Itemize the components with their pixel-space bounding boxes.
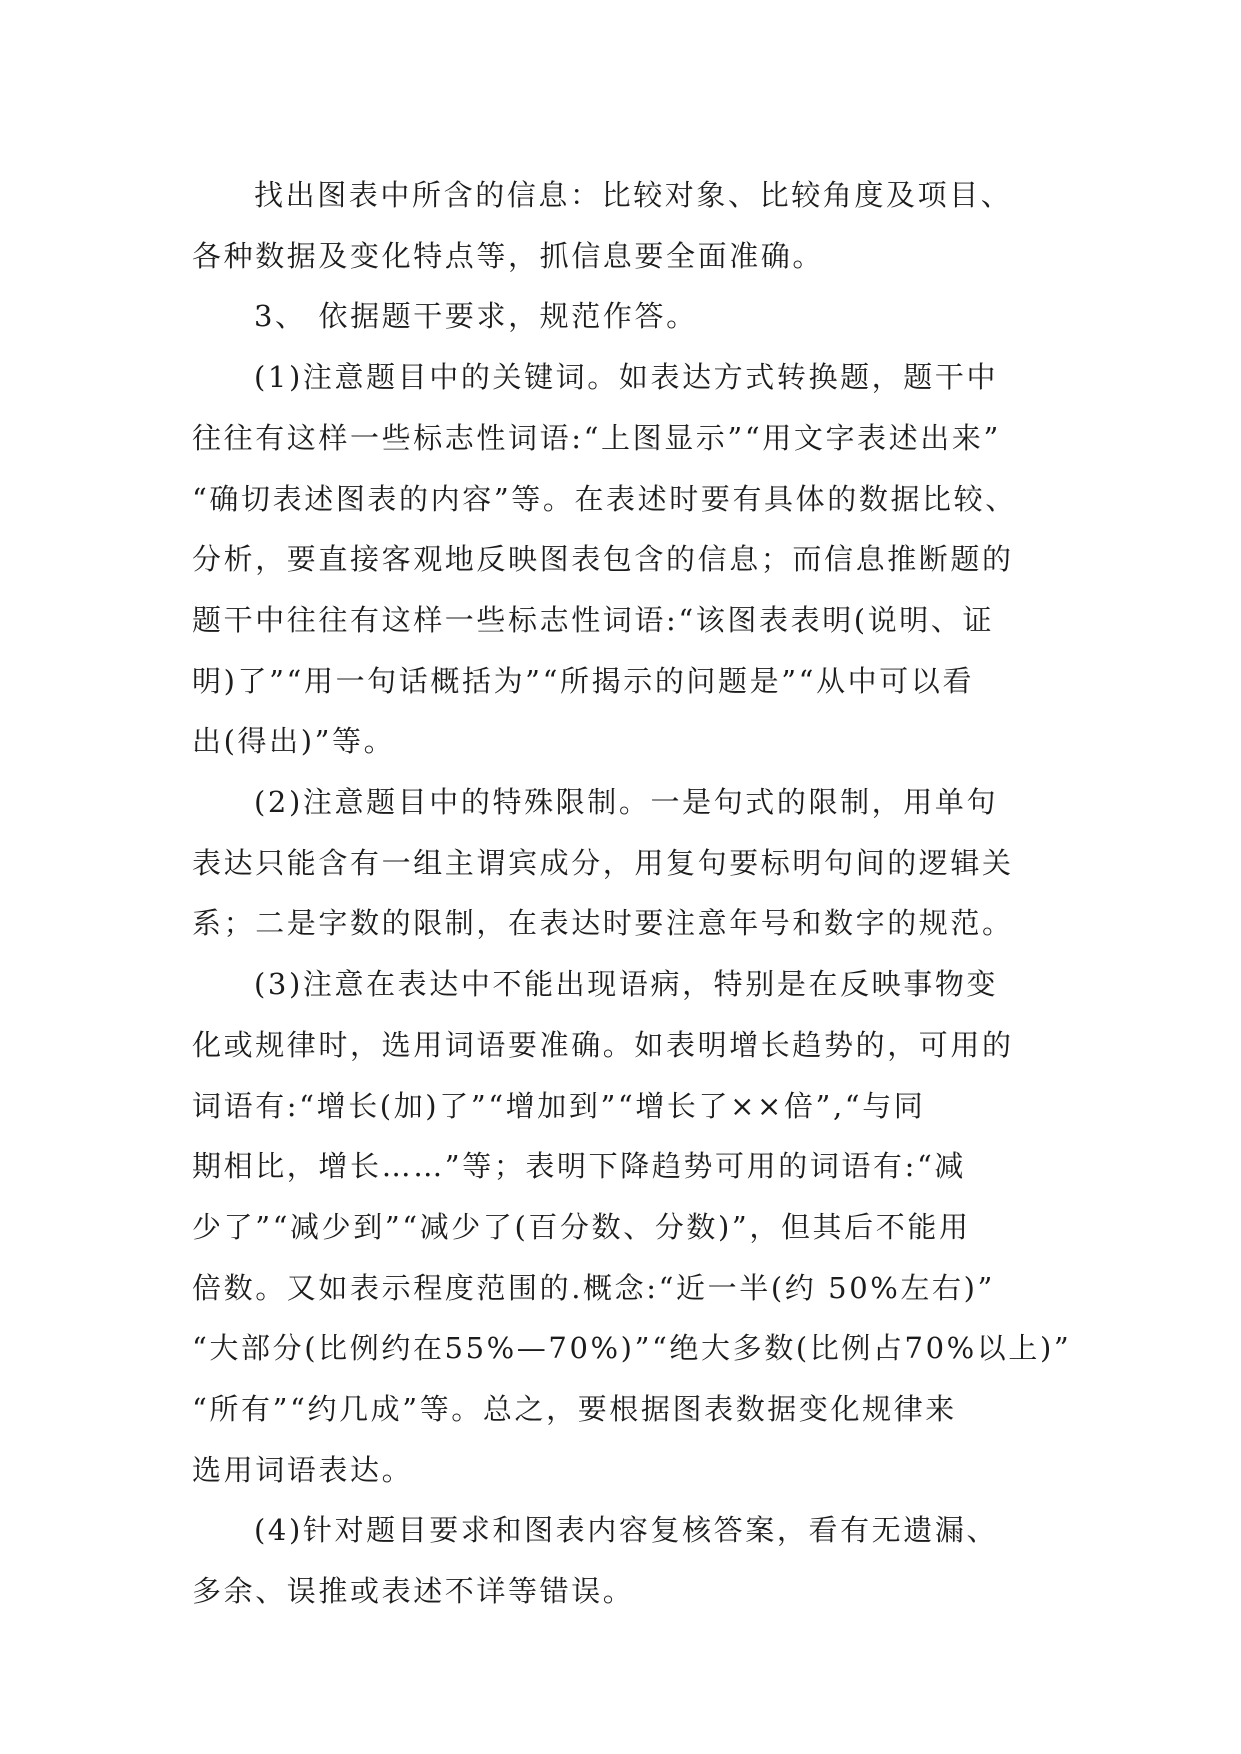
text-line: “确切表述图表的内容”等。在表述时要有具体的数据比较、 xyxy=(192,481,1017,516)
paragraph xyxy=(192,165,1072,286)
text-line: 系；二是字数的限制，在表达时要注意年号和数字的规范。 xyxy=(192,906,1014,941)
text-line: 题干中往往有这样一些标志性词语:“该图表表明(说明、证 xyxy=(192,602,995,637)
text-line: (1)注意题目中的关键词。如表达方式转换题，题干中 xyxy=(254,360,999,395)
text-line: “大部分(比例约在55%—70%)”“绝大多数(比例占70%以上)” xyxy=(192,1331,1072,1366)
text-line: 明)了”“用一句话概括为”“所揭示的问题是”“从中可以看 xyxy=(192,663,975,698)
text-line: 表达只能含有一组主谓宾成分，用复句要标明句间的逻辑关 xyxy=(192,845,1014,880)
document-body xyxy=(192,165,1072,1622)
text-line: 分析，要直接客观地反映图表包含的信息；而信息推断题的 xyxy=(192,542,1014,577)
text-line: “所有”“约几成”等。总之，要根据图表数据变化规律来 xyxy=(192,1392,957,1427)
paragraph xyxy=(192,347,1072,772)
paragraph xyxy=(192,1500,1072,1621)
section-heading xyxy=(192,286,1072,347)
text-line: (4)针对题目要求和图表内容复核答案，看有无遗漏、 xyxy=(254,1513,999,1548)
text-line: 倍数。又如表示程度范围的.概念:“近一半(约 50%左右)” xyxy=(192,1270,995,1305)
text-line: 期相比，增长……”等；表明下降趋势可用的词语有:“减 xyxy=(192,1149,967,1184)
paragraph xyxy=(192,772,1072,954)
text-line: 多余、误推或表述不详等错误。 xyxy=(192,1574,635,1609)
text-line: 出(得出)”等。 xyxy=(192,724,396,759)
text-line: 选用词语表达。 xyxy=(192,1452,414,1487)
text-line: 找出图表中所含的信息：比较对象、比较角度及项目、 xyxy=(254,178,1013,212)
text-line: 各种数据及变化特点等，抓信息要全面准确。 xyxy=(192,238,825,273)
text-line: (2)注意题目中的特殊限制。一是句式的限制，用单句 xyxy=(254,785,999,820)
text-line: 往往有这样一些标志性词语:“上图显示”“用文字表述出来” xyxy=(192,420,1001,455)
text-line: 少了”“减少到”“减少了(百分数、分数)”，但其后不能用 xyxy=(192,1209,971,1244)
text-line: (3)注意在表达中不能出现语病，特别是在反映事物变 xyxy=(254,967,999,1002)
text-line: 化或规律时，选用词语要准确。如表明增长趋势的，可用的 xyxy=(192,1027,1014,1062)
text-line: 词语有:“增长(加)了”“增加到”“增长了××倍”,“与同 xyxy=(192,1088,926,1123)
paragraph xyxy=(192,954,1072,1500)
text-line: 3、 依据题干要求，规范作答。 xyxy=(254,299,698,334)
